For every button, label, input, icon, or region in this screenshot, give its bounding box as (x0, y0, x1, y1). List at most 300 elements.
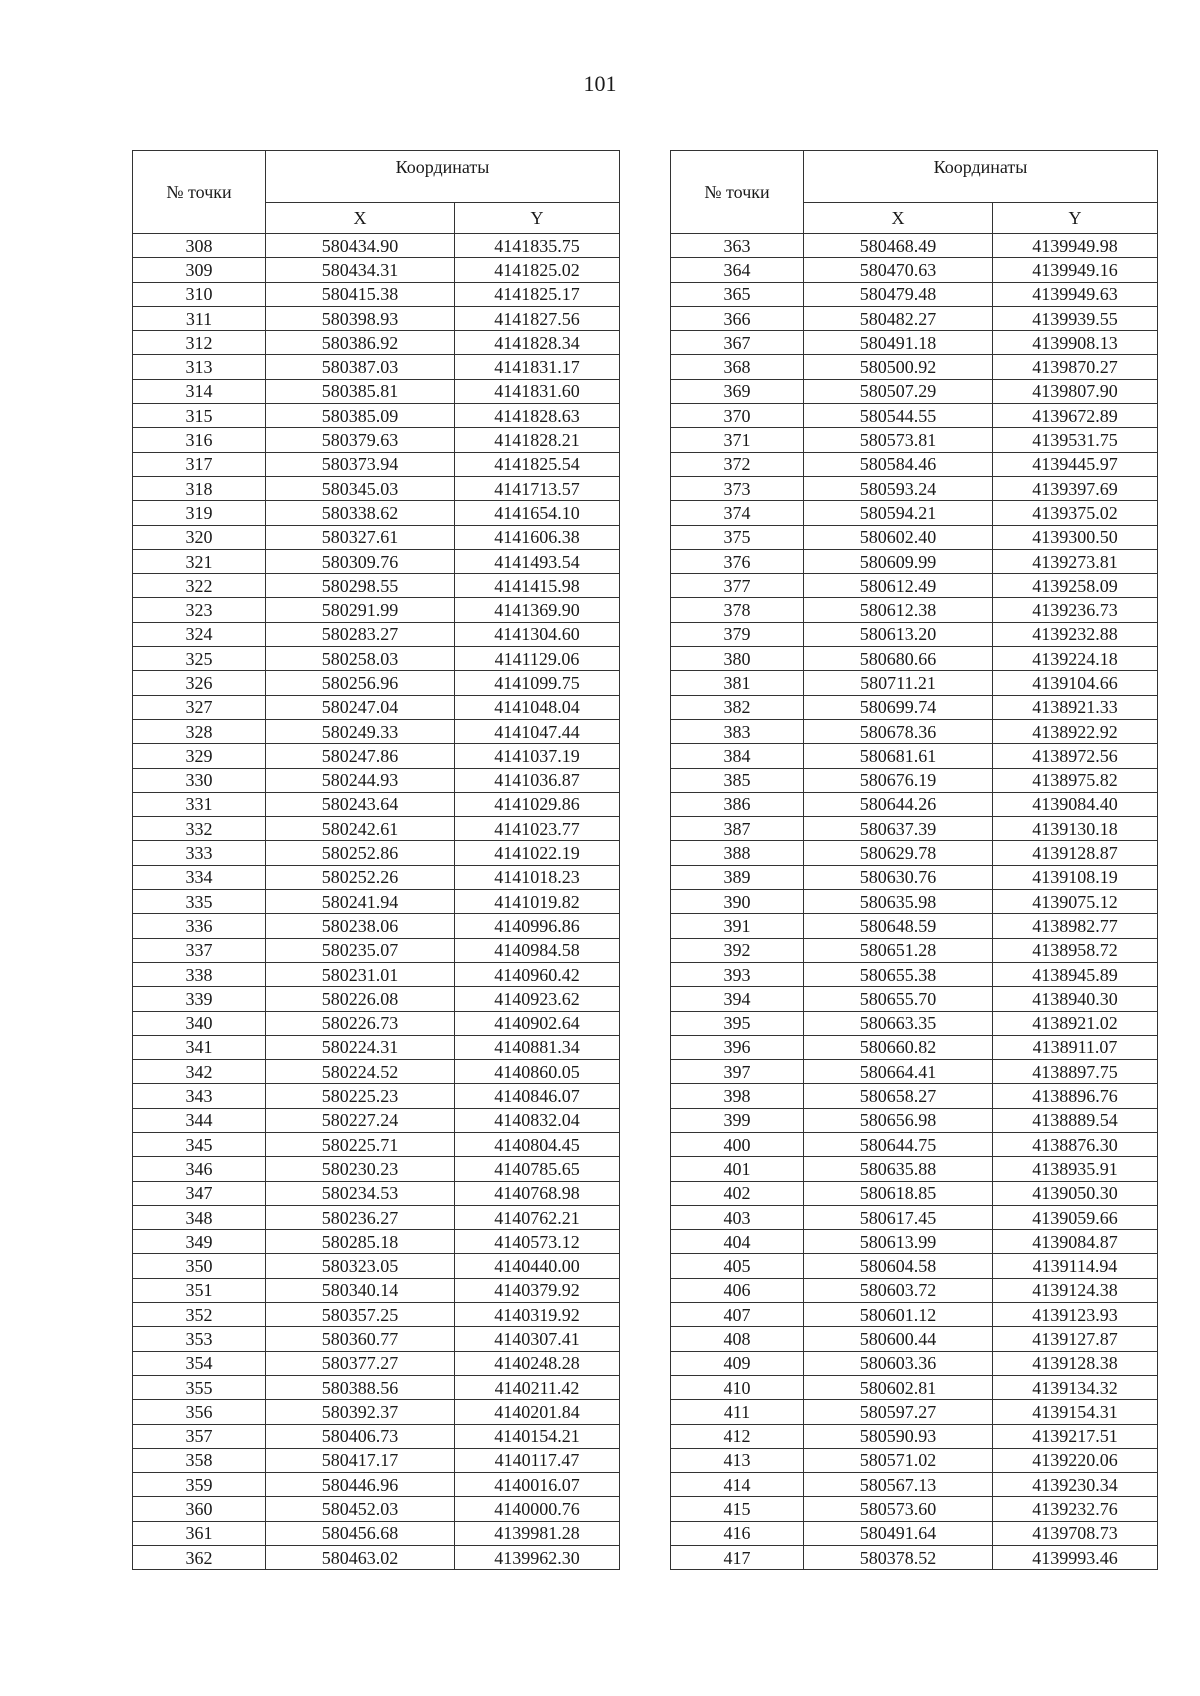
table-row (133, 1132, 620, 1156)
y-coordinate-cell: 4141825.02 (455, 258, 620, 282)
point-number-cell: 328 (133, 719, 266, 743)
y-coordinate-cell: 4139939.55 (993, 306, 1158, 330)
x-coordinate-cell: 580637.39 (804, 817, 993, 841)
x-coordinate-cell: 580452.03 (266, 1497, 455, 1521)
y-coordinate-cell: 4140768.98 (455, 1181, 620, 1205)
x-coordinate-cell: 580648.59 (804, 914, 993, 938)
x-coordinate-cell: 580291.99 (266, 598, 455, 622)
point-number-cell: 416 (671, 1521, 804, 1545)
x-coordinate-cell: 580230.23 (266, 1157, 455, 1181)
table-row (133, 1351, 620, 1375)
y-coordinate-cell: 4141713.57 (455, 476, 620, 500)
x-coordinate-cell: 580573.60 (804, 1497, 993, 1521)
point-number-cell: 318 (133, 476, 266, 500)
y-coordinate-cell: 4138982.77 (993, 914, 1158, 938)
point-number-cell: 336 (133, 914, 266, 938)
y-coordinate-cell: 4140902.64 (455, 1011, 620, 1035)
table-body (133, 234, 620, 1570)
table-row (133, 1521, 620, 1545)
point-number-cell: 317 (133, 452, 266, 476)
point-number-cell: 359 (133, 1473, 266, 1497)
point-number-cell: 311 (133, 306, 266, 330)
y-coordinate-cell: 4139397.69 (993, 476, 1158, 500)
x-coordinate-cell: 580340.14 (266, 1278, 455, 1302)
point-number-cell: 312 (133, 331, 266, 355)
point-number-cell: 333 (133, 841, 266, 865)
x-coordinate-cell: 580224.31 (266, 1035, 455, 1059)
y-coordinate-cell: 4139154.31 (993, 1400, 1158, 1424)
table-row (671, 1473, 1158, 1497)
x-coordinate-cell: 580283.27 (266, 622, 455, 646)
y-coordinate-cell: 4139127.87 (993, 1327, 1158, 1351)
point-number-cell: 316 (133, 428, 266, 452)
x-coordinate-cell: 580479.48 (804, 282, 993, 306)
point-number-cell: 342 (133, 1060, 266, 1084)
table-row (133, 865, 620, 889)
table-row (133, 355, 620, 379)
y-coordinate-cell: 4141828.63 (455, 404, 620, 428)
table-row (671, 987, 1158, 1011)
point-number-cell: 401 (671, 1157, 804, 1181)
y-coordinate-cell: 4139258.09 (993, 574, 1158, 598)
y-coordinate-cell: 4138896.76 (993, 1084, 1158, 1108)
point-number-cell: 390 (671, 890, 804, 914)
x-coordinate-cell: 580360.77 (266, 1327, 455, 1351)
y-coordinate-cell: 4140319.92 (455, 1303, 620, 1327)
table-row (671, 1521, 1158, 1545)
point-number-cell: 398 (671, 1084, 804, 1108)
point-number-cell: 338 (133, 962, 266, 986)
table-row (133, 671, 620, 695)
y-coordinate-cell: 4140832.04 (455, 1108, 620, 1132)
point-number-cell: 309 (133, 258, 266, 282)
point-number-cell: 348 (133, 1205, 266, 1229)
y-coordinate-cell: 4140154.21 (455, 1424, 620, 1448)
x-coordinate-cell: 580612.49 (804, 574, 993, 598)
x-coordinate-cell: 580590.93 (804, 1424, 993, 1448)
point-number-cell: 332 (133, 817, 266, 841)
table-row (671, 841, 1158, 865)
point-number-cell: 388 (671, 841, 804, 865)
point-number-cell: 361 (133, 1521, 266, 1545)
table-row (133, 744, 620, 768)
y-coordinate-cell: 4141828.34 (455, 331, 620, 355)
point-number-cell: 379 (671, 622, 804, 646)
x-coordinate-cell: 580225.23 (266, 1084, 455, 1108)
x-coordinate-cell: 580385.81 (266, 379, 455, 403)
point-number-cell: 378 (671, 598, 804, 622)
y-coordinate-cell: 4139993.46 (993, 1546, 1158, 1570)
x-coordinate-cell: 580357.25 (266, 1303, 455, 1327)
point-number-cell: 385 (671, 768, 804, 792)
x-coordinate-cell: 580243.64 (266, 792, 455, 816)
y-coordinate-cell: 4138940.30 (993, 987, 1158, 1011)
x-coordinate-cell: 580385.09 (266, 404, 455, 428)
point-number-cell: 363 (671, 234, 804, 258)
x-coordinate-cell: 580241.94 (266, 890, 455, 914)
y-coordinate-cell: 4141827.56 (455, 306, 620, 330)
point-number-cell: 410 (671, 1375, 804, 1399)
x-coordinate-cell: 580600.44 (804, 1327, 993, 1351)
y-coordinate-cell: 4139108.19 (993, 865, 1158, 889)
point-number-cell: 365 (671, 282, 804, 306)
x-coordinate-cell: 580226.08 (266, 987, 455, 1011)
y-coordinate-cell: 4138975.82 (993, 768, 1158, 792)
table-row (133, 476, 620, 500)
table-row (133, 1108, 620, 1132)
x-coordinate-cell: 580386.92 (266, 331, 455, 355)
table-row (671, 1035, 1158, 1059)
table-row (133, 1303, 620, 1327)
point-number-cell: 320 (133, 525, 266, 549)
x-coordinate-cell: 580681.61 (804, 744, 993, 768)
x-coordinate-cell: 580377.27 (266, 1351, 455, 1375)
y-coordinate-cell: 4139224.18 (993, 647, 1158, 671)
x-coordinate-cell: 580655.70 (804, 987, 993, 1011)
y-coordinate-cell: 4141825.54 (455, 452, 620, 476)
y-coordinate-cell: 4140211.42 (455, 1375, 620, 1399)
table-row (671, 404, 1158, 428)
point-number-cell: 340 (133, 1011, 266, 1035)
x-coordinate-cell: 580601.12 (804, 1303, 993, 1327)
table-row (133, 1375, 620, 1399)
y-coordinate-cell: 4139870.27 (993, 355, 1158, 379)
table-row (671, 1230, 1158, 1254)
x-coordinate-cell: 580285.18 (266, 1230, 455, 1254)
table-row (671, 355, 1158, 379)
point-number-cell: 337 (133, 938, 266, 962)
y-coordinate-cell: 4139375.02 (993, 501, 1158, 525)
y-coordinate-cell: 4141304.60 (455, 622, 620, 646)
x-coordinate-cell: 580573.81 (804, 428, 993, 452)
table-row (671, 1546, 1158, 1570)
table-row (133, 1011, 620, 1035)
x-coordinate-cell: 580244.93 (266, 768, 455, 792)
point-number-header: № точки (671, 151, 804, 234)
x-coordinate-cell: 580603.36 (804, 1351, 993, 1375)
point-number-cell: 329 (133, 744, 266, 768)
y-coordinate-cell: 4139236.73 (993, 598, 1158, 622)
y-coordinate-cell: 4140960.42 (455, 962, 620, 986)
table-row (671, 1497, 1158, 1521)
table-row (671, 282, 1158, 306)
point-number-cell: 369 (671, 379, 804, 403)
y-coordinate-cell: 4139134.32 (993, 1375, 1158, 1399)
table-row (133, 1546, 620, 1570)
point-number-cell: 357 (133, 1424, 266, 1448)
table-row (671, 525, 1158, 549)
table-row (671, 1108, 1158, 1132)
y-coordinate-cell: 4138921.02 (993, 1011, 1158, 1035)
y-coordinate-cell: 4138897.75 (993, 1060, 1158, 1084)
table-row (133, 1327, 620, 1351)
point-number-cell: 396 (671, 1035, 804, 1059)
point-number-cell: 314 (133, 379, 266, 403)
point-number-cell: 330 (133, 768, 266, 792)
y-coordinate-cell: 4138921.33 (993, 695, 1158, 719)
table-row (671, 1303, 1158, 1327)
table-row (671, 744, 1158, 768)
y-coordinate-cell: 4141831.60 (455, 379, 620, 403)
x-coordinate-cell: 580231.01 (266, 962, 455, 986)
y-coordinate-cell: 4140881.34 (455, 1035, 620, 1059)
y-coordinate-cell: 4139128.87 (993, 841, 1158, 865)
point-number-cell: 375 (671, 525, 804, 549)
table-row (133, 501, 620, 525)
y-coordinate-cell: 4141831.17 (455, 355, 620, 379)
point-number-cell: 353 (133, 1327, 266, 1351)
x-coordinate-cell: 580252.86 (266, 841, 455, 865)
point-number-cell: 322 (133, 574, 266, 598)
table-row (133, 817, 620, 841)
point-number-cell: 374 (671, 501, 804, 525)
table-row (133, 768, 620, 792)
table-row (133, 1060, 620, 1084)
x-coordinate-cell: 580309.76 (266, 549, 455, 573)
table-row (133, 1400, 620, 1424)
y-coordinate-cell: 4138922.92 (993, 719, 1158, 743)
table-row (133, 282, 620, 306)
x-coordinate-cell: 580635.98 (804, 890, 993, 914)
point-number-cell: 381 (671, 671, 804, 695)
point-number-cell: 310 (133, 282, 266, 306)
table-row (671, 962, 1158, 986)
y-coordinate-cell: 4139232.76 (993, 1497, 1158, 1521)
table-row (133, 1448, 620, 1472)
y-coordinate-cell: 4140923.62 (455, 987, 620, 1011)
x-coordinate-cell: 580446.96 (266, 1473, 455, 1497)
x-coordinate-cell: 580379.63 (266, 428, 455, 452)
x-coordinate-cell: 580236.27 (266, 1205, 455, 1229)
table-row (671, 452, 1158, 476)
x-coordinate-cell: 580567.13 (804, 1473, 993, 1497)
table-row (133, 987, 620, 1011)
table-row (133, 962, 620, 986)
x-coordinate-cell: 580338.62 (266, 501, 455, 525)
y-coordinate-cell: 4141037.19 (455, 744, 620, 768)
point-number-cell: 319 (133, 501, 266, 525)
table-row (133, 404, 620, 428)
point-number-cell: 376 (671, 549, 804, 573)
y-coordinate-cell: 4139075.12 (993, 890, 1158, 914)
point-number-cell: 408 (671, 1327, 804, 1351)
y-coordinate-cell: 4140016.07 (455, 1473, 620, 1497)
y-coordinate-cell: 4141825.17 (455, 282, 620, 306)
table-row (133, 331, 620, 355)
x-coordinate-cell: 580609.99 (804, 549, 993, 573)
table-row (671, 306, 1158, 330)
table-row (671, 1157, 1158, 1181)
y-coordinate-cell: 4139708.73 (993, 1521, 1158, 1545)
table-row (671, 501, 1158, 525)
point-number-cell: 415 (671, 1497, 804, 1521)
x-coordinate-cell: 580235.07 (266, 938, 455, 962)
y-coordinate-cell: 4138958.72 (993, 938, 1158, 962)
x-coordinate-cell: 580651.28 (804, 938, 993, 962)
y-coordinate-cell: 4139949.16 (993, 258, 1158, 282)
x-coordinate-cell: 580613.99 (804, 1230, 993, 1254)
point-number-cell: 326 (133, 671, 266, 695)
x-coordinate-cell: 580456.68 (266, 1521, 455, 1545)
x-coordinate-cell: 580660.82 (804, 1035, 993, 1059)
point-number-cell: 382 (671, 695, 804, 719)
x-coordinate-cell: 580544.55 (804, 404, 993, 428)
point-number-cell: 325 (133, 647, 266, 671)
table-row (133, 695, 620, 719)
y-coordinate-cell: 4141606.38 (455, 525, 620, 549)
point-number-cell: 371 (671, 428, 804, 452)
y-coordinate-cell: 4138911.07 (993, 1035, 1158, 1059)
table-row (133, 719, 620, 743)
y-coordinate-cell: 4141828.21 (455, 428, 620, 452)
x-coordinate-cell: 580482.27 (804, 306, 993, 330)
point-number-cell: 339 (133, 987, 266, 1011)
y-coordinate-cell: 4141493.54 (455, 549, 620, 573)
x-coordinate-cell: 580463.02 (266, 1546, 455, 1570)
y-coordinate-cell: 4139531.75 (993, 428, 1158, 452)
y-coordinate-cell: 4140984.58 (455, 938, 620, 962)
table-row (133, 1278, 620, 1302)
x-coordinate-cell: 580699.74 (804, 695, 993, 719)
y-coordinate-cell: 4139084.87 (993, 1230, 1158, 1254)
y-coordinate-cell: 4141036.87 (455, 768, 620, 792)
point-number-cell: 344 (133, 1108, 266, 1132)
y-coordinate-cell: 4140860.05 (455, 1060, 620, 1084)
y-coordinate-cell: 4140117.47 (455, 1448, 620, 1472)
x-coordinate-cell: 580678.36 (804, 719, 993, 743)
point-number-cell: 345 (133, 1132, 266, 1156)
point-number-cell: 391 (671, 914, 804, 938)
x-coordinate-cell: 580388.56 (266, 1375, 455, 1399)
x-coordinate-cell: 580378.52 (804, 1546, 993, 1570)
point-number-cell: 347 (133, 1181, 266, 1205)
point-number-cell: 355 (133, 1375, 266, 1399)
y-coordinate-cell: 4139220.06 (993, 1448, 1158, 1472)
point-number-cell: 366 (671, 306, 804, 330)
table-row (671, 1400, 1158, 1424)
y-coordinate-cell: 4139104.66 (993, 671, 1158, 695)
x-coordinate-cell: 580617.45 (804, 1205, 993, 1229)
point-number-cell: 370 (671, 404, 804, 428)
x-coordinate-cell: 580602.81 (804, 1375, 993, 1399)
x-coordinate-cell: 580644.26 (804, 792, 993, 816)
point-number-cell: 331 (133, 792, 266, 816)
point-number-cell: 354 (133, 1351, 266, 1375)
x-header: X (804, 203, 993, 234)
table-row (671, 719, 1158, 743)
table-row (671, 671, 1158, 695)
point-number-cell: 372 (671, 452, 804, 476)
table-row (671, 1132, 1158, 1156)
point-number-cell: 389 (671, 865, 804, 889)
y-coordinate-cell: 4139908.13 (993, 331, 1158, 355)
point-number-cell: 380 (671, 647, 804, 671)
point-number-cell: 394 (671, 987, 804, 1011)
point-number-cell: 411 (671, 1400, 804, 1424)
table-row (671, 865, 1158, 889)
y-coordinate-cell: 4139962.30 (455, 1546, 620, 1570)
table-row (133, 914, 620, 938)
x-coordinate-cell: 580417.17 (266, 1448, 455, 1472)
x-coordinate-cell: 580227.24 (266, 1108, 455, 1132)
y-coordinate-cell: 4140785.65 (455, 1157, 620, 1181)
table-row (133, 647, 620, 671)
x-coordinate-cell: 580373.94 (266, 452, 455, 476)
point-number-cell: 341 (133, 1035, 266, 1059)
table-row (133, 574, 620, 598)
x-coordinate-cell: 580238.06 (266, 914, 455, 938)
table-row (671, 1327, 1158, 1351)
y-coordinate-cell: 4141369.90 (455, 598, 620, 622)
point-number-cell: 377 (671, 574, 804, 598)
y-coordinate-cell: 4139672.89 (993, 404, 1158, 428)
point-number-cell: 403 (671, 1205, 804, 1229)
y-coordinate-cell: 4140000.76 (455, 1497, 620, 1521)
y-coordinate-cell: 4141018.23 (455, 865, 620, 889)
x-coordinate-cell: 580603.72 (804, 1278, 993, 1302)
table-row (133, 428, 620, 452)
y-coordinate-cell: 4141019.82 (455, 890, 620, 914)
table-row (671, 622, 1158, 646)
x-coordinate-cell: 580256.96 (266, 671, 455, 695)
y-coordinate-cell: 4140307.41 (455, 1327, 620, 1351)
table-row (133, 598, 620, 622)
y-coordinate-cell: 4141023.77 (455, 817, 620, 841)
point-number-cell: 392 (671, 938, 804, 962)
point-number-cell: 387 (671, 817, 804, 841)
x-coordinate-cell: 580655.38 (804, 962, 993, 986)
table-row (133, 622, 620, 646)
point-number-cell: 346 (133, 1157, 266, 1181)
table-row (671, 1448, 1158, 1472)
y-coordinate-cell: 4139114.94 (993, 1254, 1158, 1278)
point-number-cell: 327 (133, 695, 266, 719)
x-coordinate-cell: 580398.93 (266, 306, 455, 330)
x-coordinate-cell: 580468.49 (804, 234, 993, 258)
x-coordinate-cell: 580584.46 (804, 452, 993, 476)
x-coordinate-cell: 580593.24 (804, 476, 993, 500)
x-coordinate-cell: 580323.05 (266, 1254, 455, 1278)
point-number-cell: 351 (133, 1278, 266, 1302)
x-coordinate-cell: 580644.75 (804, 1132, 993, 1156)
table-row (133, 452, 620, 476)
table-row (671, 1060, 1158, 1084)
y-coordinate-cell: 4139084.40 (993, 792, 1158, 816)
y-coordinate-cell: 4138972.56 (993, 744, 1158, 768)
table-row (133, 1473, 620, 1497)
y-coordinate-cell: 4138889.54 (993, 1108, 1158, 1132)
y-coordinate-cell: 4139981.28 (455, 1521, 620, 1545)
point-number-cell: 343 (133, 1084, 266, 1108)
x-coordinate-cell: 580392.37 (266, 1400, 455, 1424)
table-row (133, 525, 620, 549)
point-number-cell: 350 (133, 1254, 266, 1278)
x-coordinate-cell: 580613.20 (804, 622, 993, 646)
point-number-header: № точки (133, 151, 266, 234)
y-coordinate-cell: 4140248.28 (455, 1351, 620, 1375)
x-coordinate-cell: 580434.31 (266, 258, 455, 282)
x-coordinate-cell: 580247.04 (266, 695, 455, 719)
y-coordinate-cell: 4141022.19 (455, 841, 620, 865)
y-coordinate-cell: 4139949.98 (993, 234, 1158, 258)
x-coordinate-cell: 580597.27 (804, 1400, 993, 1424)
y-coordinate-cell: 4138945.89 (993, 962, 1158, 986)
y-coordinate-cell: 4138876.30 (993, 1132, 1158, 1156)
point-number-cell: 386 (671, 792, 804, 816)
x-coordinate-cell: 580663.35 (804, 1011, 993, 1035)
y-coordinate-cell: 4140804.45 (455, 1132, 620, 1156)
table-row (133, 234, 620, 258)
